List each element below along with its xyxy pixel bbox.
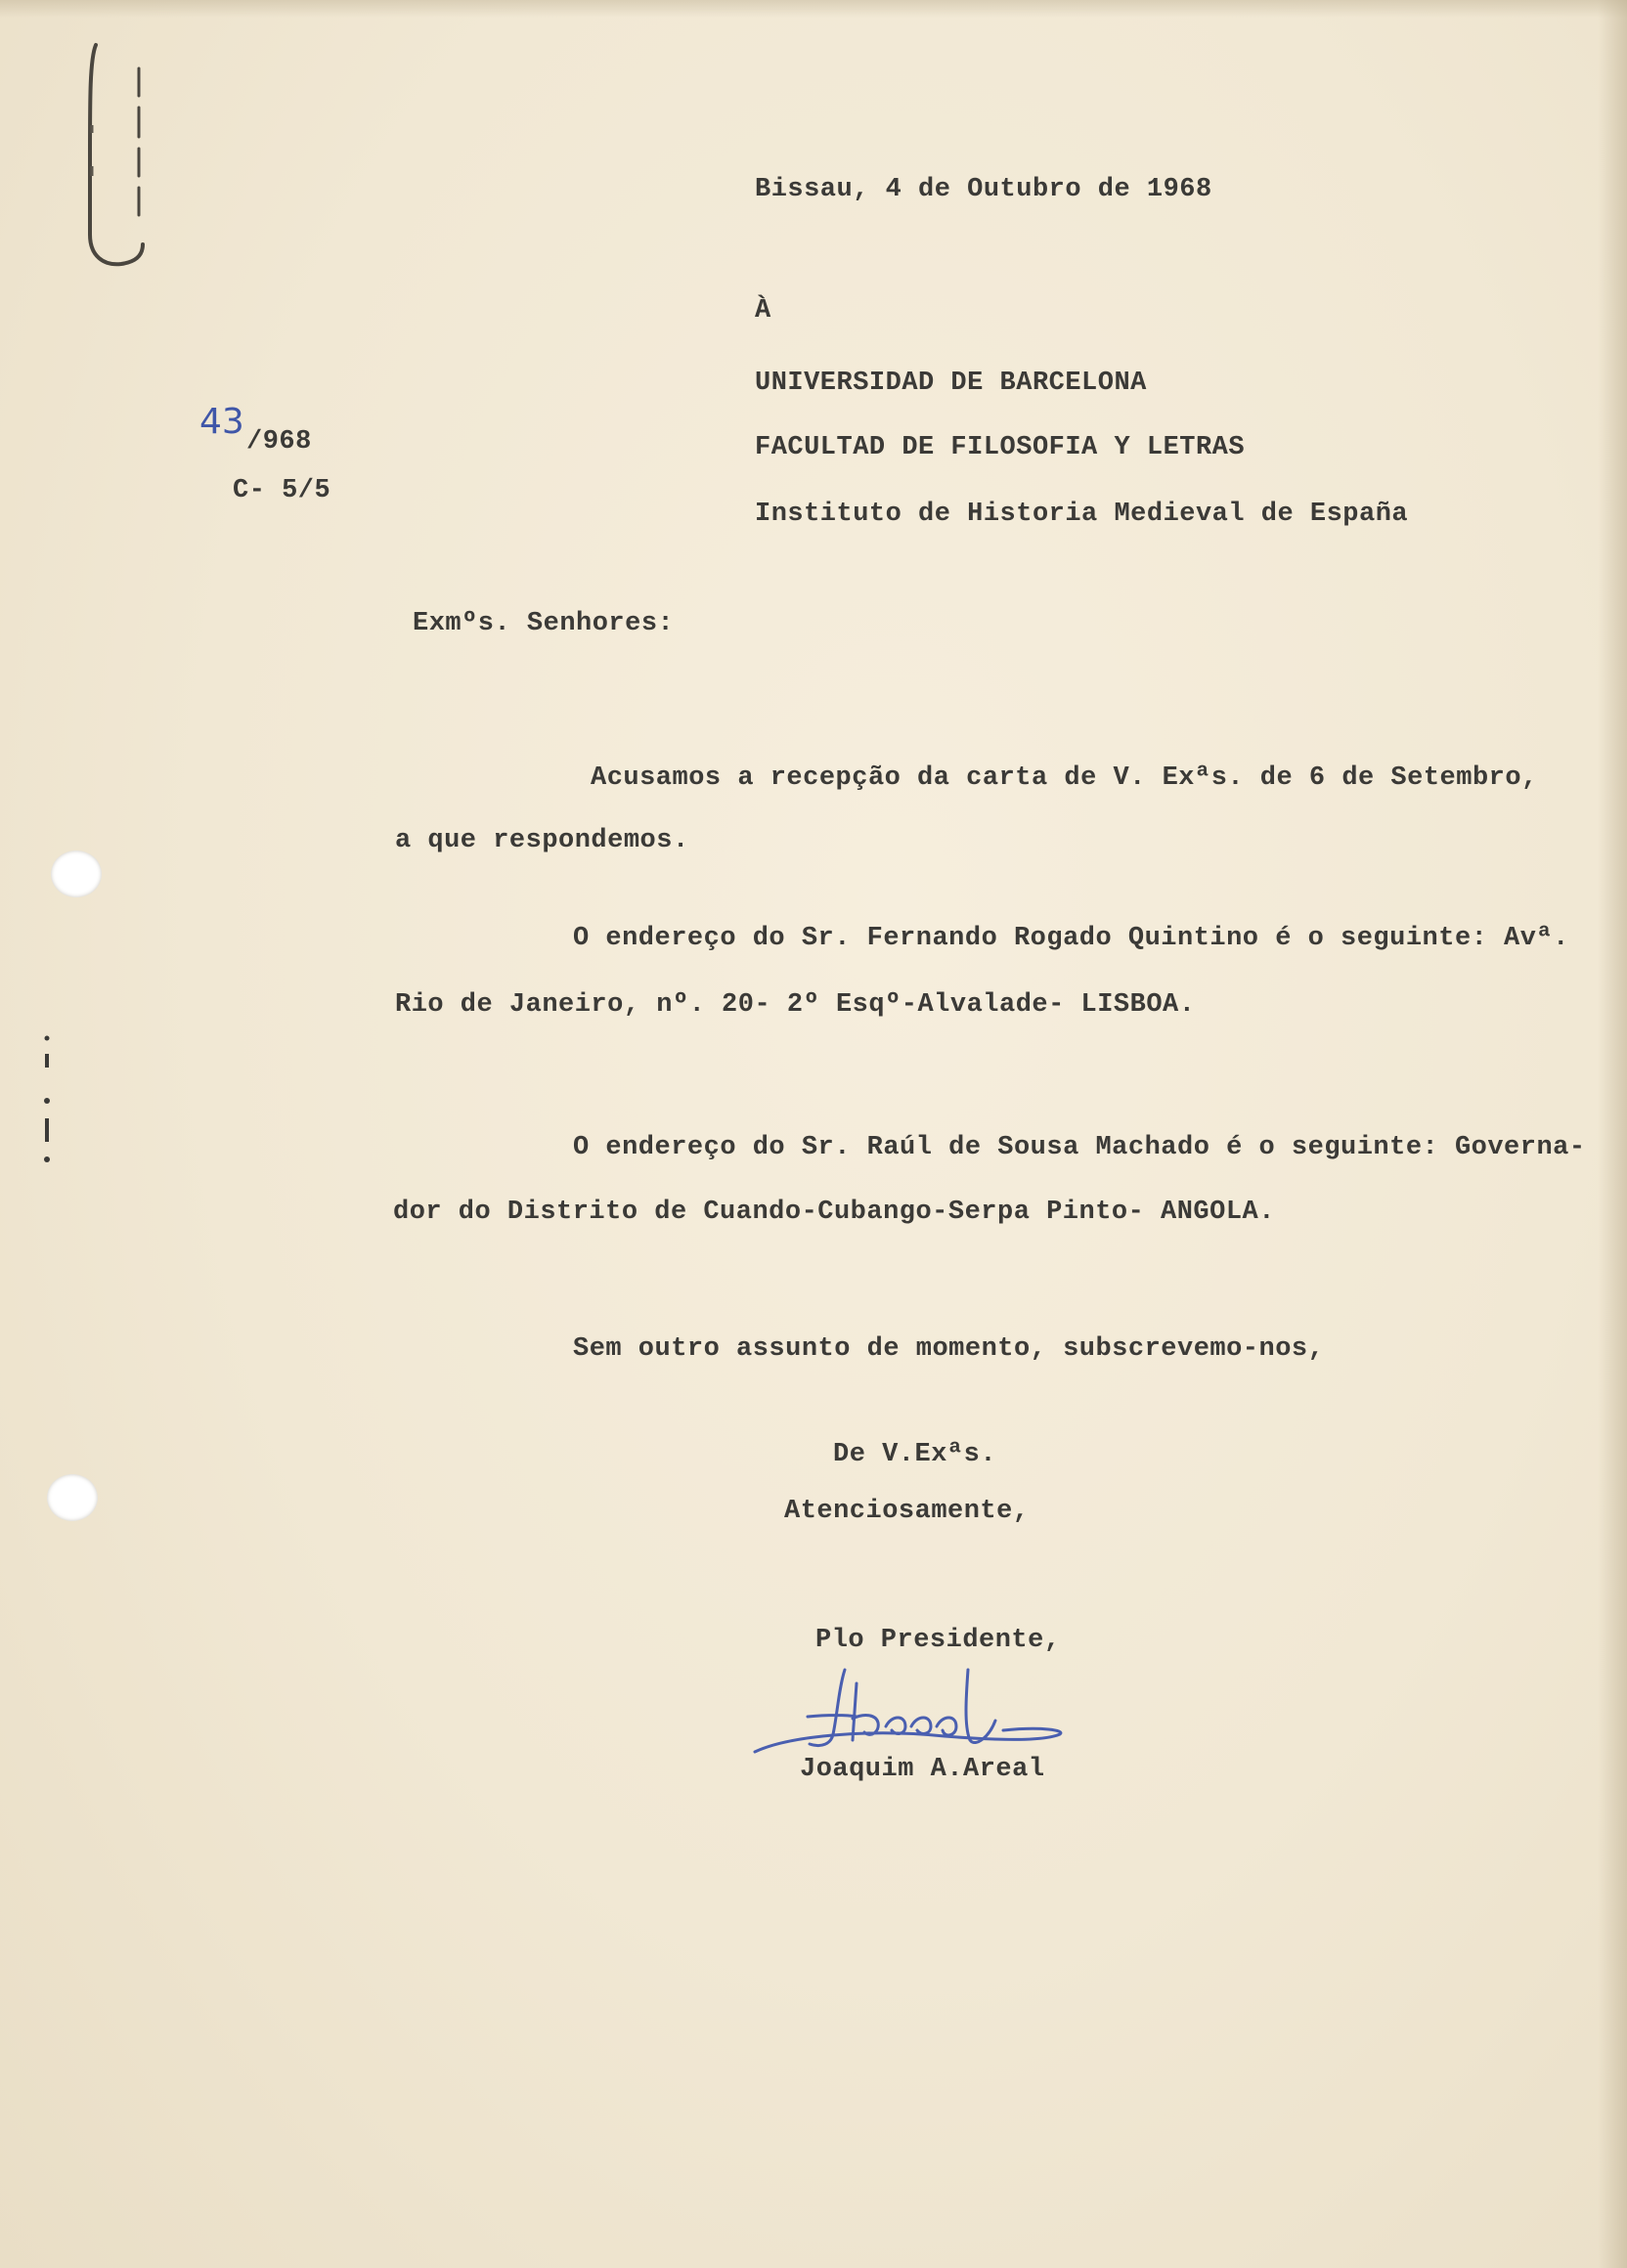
recipient-line-1: UNIVERSIDAD DE BARCELONA [755, 369, 1147, 398]
paragraph-1-line-1: Acusamos a recepção da carta de V. Exªs. de 6 de Setembro, [591, 763, 1538, 793]
punch-hole-icon [51, 850, 102, 897]
page-top-shadow [0, 0, 1627, 18]
salutation: Exmºs. Senhores: [413, 609, 675, 638]
recipient-line-3: Instituto de Historia Medieval de España [755, 500, 1409, 529]
paragraph-2-line-1: O endereço do Sr. Fernando Rogado Quintino é o seguinte: Avª. [573, 924, 1569, 953]
paragraph-3-line-1: O endereço do Sr. Raúl de Sousa Machado é o seguinte: Governa- [573, 1133, 1586, 1162]
closing-line-2: Atenciosamente, [784, 1497, 1030, 1526]
reference-code: C- 5/5 [233, 476, 331, 505]
paragraph-4: Sem outro assunto de momento, subscrevemo-nos, [573, 1334, 1325, 1364]
page-right-shadow [1598, 0, 1627, 2268]
signatory-name: Joaquim A.Areal [800, 1755, 1045, 1784]
paragraph-3-line-2: dor do Distrito de Cuando-Cubango-Serpa Pinto- ANGOLA. [393, 1198, 1275, 1227]
paragraph-2-line-2: Rio de Janeiro, nº. 20- 2º Esqº-Alvalade- LISBOA. [395, 990, 1196, 1020]
reference-year: /968 [246, 427, 312, 457]
paper-clip-icon [82, 39, 151, 274]
on-behalf-line: Plo Presidente, [815, 1626, 1061, 1655]
reference-number-handwritten: 43 [199, 402, 244, 442]
margin-marks-icon [37, 1032, 57, 1179]
closing-line-1: De V.Exªs. [833, 1440, 997, 1469]
recipient-prefix: À [755, 296, 771, 326]
signature-icon [749, 1658, 1072, 1766]
punch-hole-icon [47, 1474, 98, 1521]
recipient-line-2: FACULTAD DE FILOSOFIA Y LETRAS [755, 433, 1246, 462]
letter-date: Bissau, 4 de Outubro de 1968 [755, 175, 1212, 204]
paragraph-1-line-2: a que respondemos. [395, 826, 689, 855]
